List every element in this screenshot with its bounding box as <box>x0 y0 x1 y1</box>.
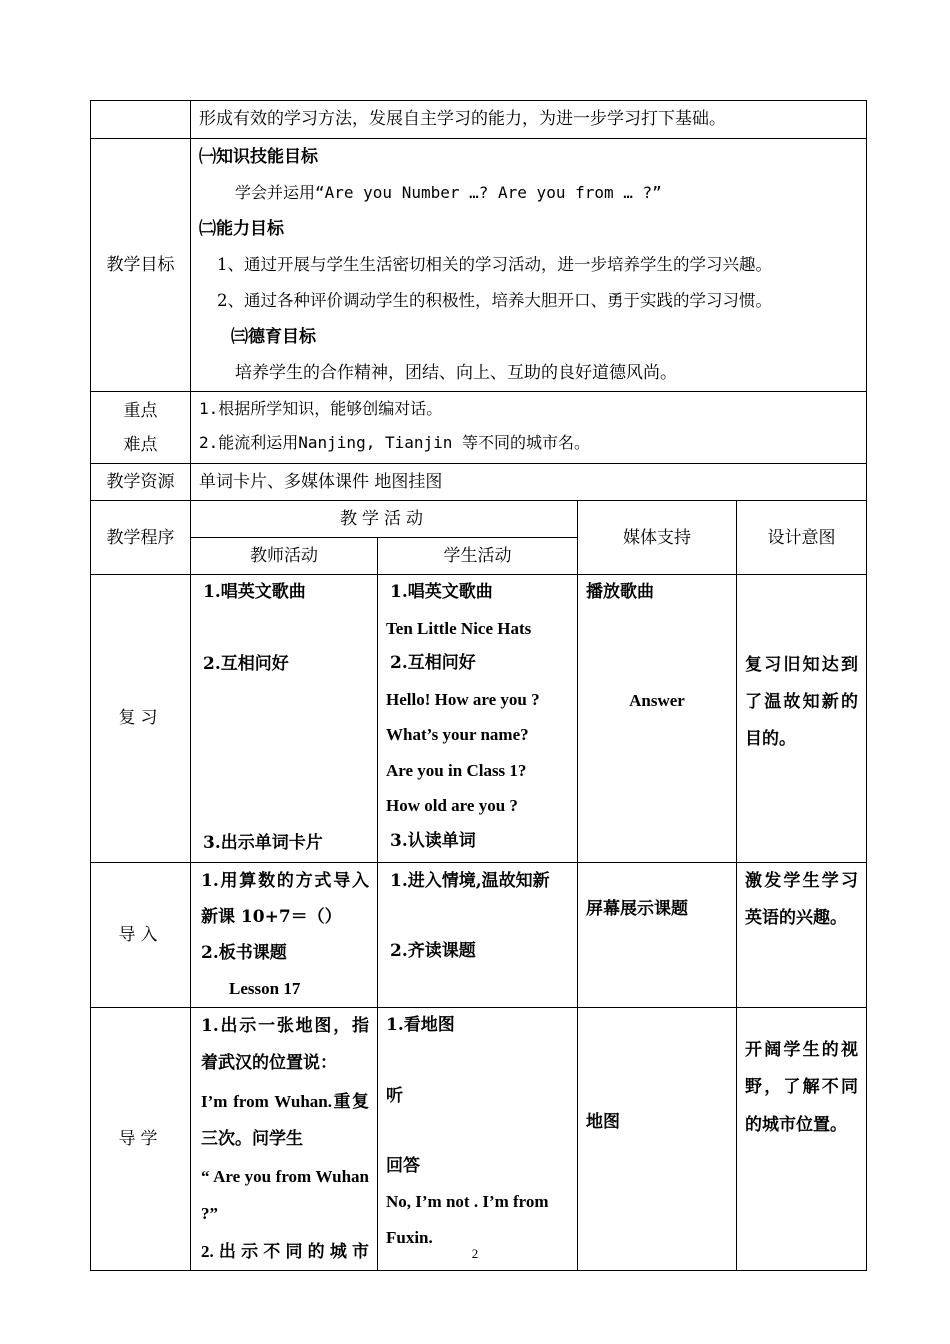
intro-intent-text: 激发学生学习英语的兴趣。 <box>745 870 858 928</box>
review-media-1: 播放歌曲 <box>586 582 654 602</box>
objectives-content <box>191 139 867 392</box>
key-label: 重点 <box>123 400 158 421</box>
review-intent <box>737 575 867 863</box>
ability-heading: ㈡能力目标 <box>199 219 284 239</box>
procedure-header: 教学程序 <box>91 501 191 575</box>
review-row <box>91 575 867 863</box>
review-student-5: What’s your name? <box>386 725 529 744</box>
moral-line: 培养学生的合作精神，团结、向上、互助的良好道德风尚。 <box>235 363 677 383</box>
review-student-8: 3.认读单词 <box>390 830 476 851</box>
guide-student-4: No, I’m not . I’m from Fuxin. <box>386 1192 549 1247</box>
resources-content: 单词卡片、多媒体课件 地图挂图 <box>191 464 867 501</box>
lesson-plan-table <box>90 100 867 1271</box>
review-media <box>578 575 737 863</box>
guide-media-1: 地图 <box>586 1111 620 1132</box>
review-teacher-1: 1.唱英文歌曲 <box>203 582 306 602</box>
page-number: 2 <box>471 1246 479 1261</box>
review-student-1: 1.唱英文歌曲 <box>390 582 493 602</box>
objectives-label: 教学目标 <box>91 139 191 392</box>
intro-teacher <box>191 862 378 1007</box>
header-row-1 <box>91 501 867 538</box>
review-media-2: Answer <box>629 690 685 710</box>
review-label: 复习 <box>91 575 191 863</box>
resources-row <box>91 464 867 501</box>
review-teacher-2: 2.互相问好 <box>203 653 289 674</box>
review-student-4: Hello! How are you ? <box>386 689 540 709</box>
intro-student-1: 1.进入情境,温故知新 <box>390 870 550 891</box>
guide-student-3: 回答 <box>386 1155 420 1176</box>
review-student-2: Ten Little Nice Hats <box>386 618 532 638</box>
intro-intent <box>737 862 867 1007</box>
intro-teacher-2: 2.板书课题 <box>201 942 287 963</box>
media-header: 媒体支持 <box>578 501 737 575</box>
guide-teacher-3: “ Are you from Wuhan ?” <box>201 1166 369 1223</box>
key-points-content <box>191 392 867 464</box>
review-student-7: How old are you ? <box>386 796 518 815</box>
intro-media <box>578 862 737 1007</box>
intro-teacher-3: Lesson 17 <box>229 978 301 998</box>
key-points-label <box>91 392 191 464</box>
guide-teacher <box>191 1007 378 1271</box>
intro-row <box>91 862 867 1007</box>
continuation-row <box>91 101 867 139</box>
ability-line-2: 2、通过各种评价调动学生的积极性，培养大胆开口、勇于实践的学习习惯。 <box>217 291 772 310</box>
review-teacher-3: 3.出示单词卡片 <box>203 833 323 853</box>
key-point-2: 2.能流利运用Nanjing, Tianjin 等不同的城市名。 <box>199 433 591 452</box>
guide-intent-text: 开阔学生的视野，了解不同的城市位置。 <box>745 1039 858 1135</box>
moral-heading: ㈢德育目标 <box>231 327 316 347</box>
intro-student <box>378 862 578 1007</box>
intro-label: 导入 <box>91 862 191 1007</box>
guide-student-2: 听 <box>386 1086 403 1106</box>
guide-teacher-1: 1.出示一张地图，指着武汉的位置说： <box>201 1015 369 1073</box>
guide-student-1: 1.看地图 <box>386 1014 455 1035</box>
student-header: 学生活动 <box>378 538 578 575</box>
review-student-3: 2.互相问好 <box>390 653 476 673</box>
difficulty-label: 难点 <box>123 434 158 455</box>
guide-media <box>578 1007 737 1271</box>
intro-student-2: 2.齐读课题 <box>390 940 476 961</box>
review-intent-text: 复习旧知达到了温故知新的目的。 <box>745 655 858 749</box>
guide-teacher-4: 2.出示不同的城市 <box>201 1241 369 1261</box>
guide-label: 导学 <box>91 1007 191 1271</box>
empty-label-cell <box>91 101 191 139</box>
guide-teacher-2: I’m from Wuhan.重复三次。问学生 <box>201 1091 369 1148</box>
knowledge-line: 学会并运用“Are you Number …? Are you from … ?” <box>235 183 662 202</box>
intent-header: 设计意图 <box>737 501 867 575</box>
knowledge-heading: ㈠知识技能目标 <box>199 147 318 167</box>
guide-row <box>91 1007 867 1271</box>
guide-student <box>378 1007 578 1271</box>
key-point-1: 1.根据所学知识，能够创编对话。 <box>199 399 443 418</box>
objectives-row <box>91 139 867 392</box>
intro-media-1: 屏幕展示课题 <box>586 898 688 919</box>
continuation-text: 形成有效的学习方法，发展自主学习的能力，为进一步学习打下基础。 <box>191 101 867 139</box>
key-points-row <box>91 392 867 464</box>
teacher-header: 教师活动 <box>191 538 378 575</box>
review-student-6: Are you in Class 1? <box>386 760 527 780</box>
review-teacher <box>191 575 378 863</box>
intro-teacher-1: 1.用算数的方式导入新课 10+7＝（） <box>201 870 369 927</box>
review-student <box>378 575 578 863</box>
activities-header: 教学活动 <box>191 501 578 538</box>
ability-line-1: 1、通过开展与学生生活密切相关的学习活动，进一步培养学生的学习兴趣。 <box>217 255 772 274</box>
guide-intent <box>737 1007 867 1271</box>
resources-label: 教学资源 <box>91 464 191 501</box>
